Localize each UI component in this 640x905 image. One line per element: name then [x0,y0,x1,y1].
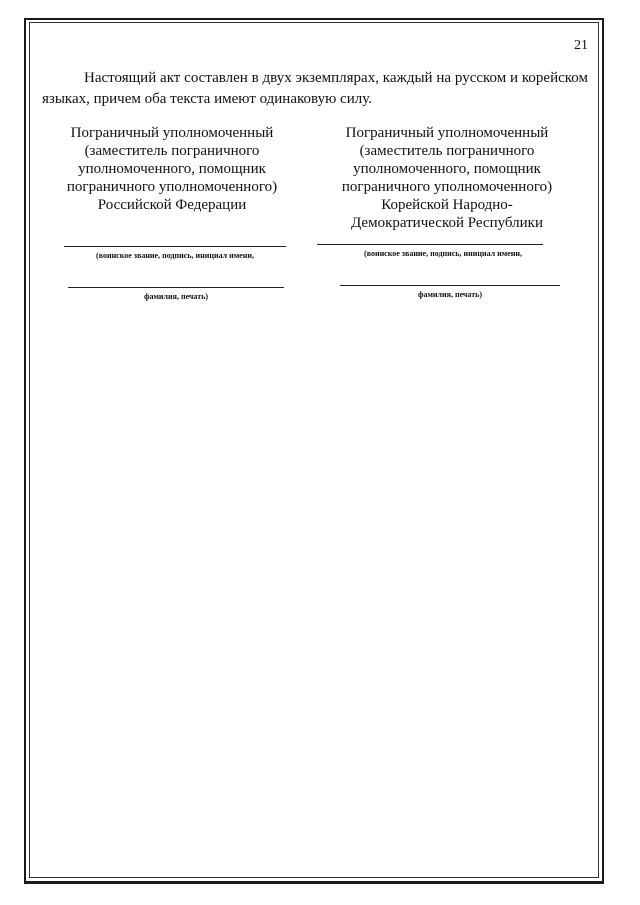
signature-line-left-top [64,246,286,247]
signatory-right-line: пограничного уполномоченного) [341,179,553,195]
signatory-left-line: пограничного уполномоченного) [66,179,278,195]
signatory-right-line: Пограничный уполномоченный [345,125,549,141]
signatory-left-line: уполномоченного, помощник [78,161,266,177]
signature-caption-left-bottom: фамилия, печать) [143,292,209,301]
signatory-left-line: Пограничный уполномоченный [70,125,274,141]
signatory-right [322,124,572,232]
signatory-right-line: (заместитель пограничного [359,143,535,159]
signature-line-right-bottom [340,285,560,286]
signatory-left-line: (заместитель пограничного [84,143,260,159]
page-number: 21 [574,38,588,53]
body-paragraph: Настоящий акт составлен в двух экземплярах, каждый на русском и корейском языках, причем оба текста имеют одинаковую силу. [42,70,588,107]
signatory-right-line: Корейской Народно- [381,197,513,213]
signatory-left-line: Российской Федерации [97,197,247,213]
signature-caption-right-bottom: фамилия, печать) [417,290,483,299]
signature-caption-right-top: (воинское звание, подпись, инициал имени, [364,249,522,258]
signatory-right-line: Демократической Республики [351,215,543,231]
signatory-left [52,124,292,214]
signature-caption-left-top: (воинское звание, подпись, инициал имени, [96,251,254,260]
signature-line-right-top [317,244,543,245]
signature-line-left-bottom [68,287,284,288]
signatory-right-line: уполномоченного, помощник [353,161,541,177]
